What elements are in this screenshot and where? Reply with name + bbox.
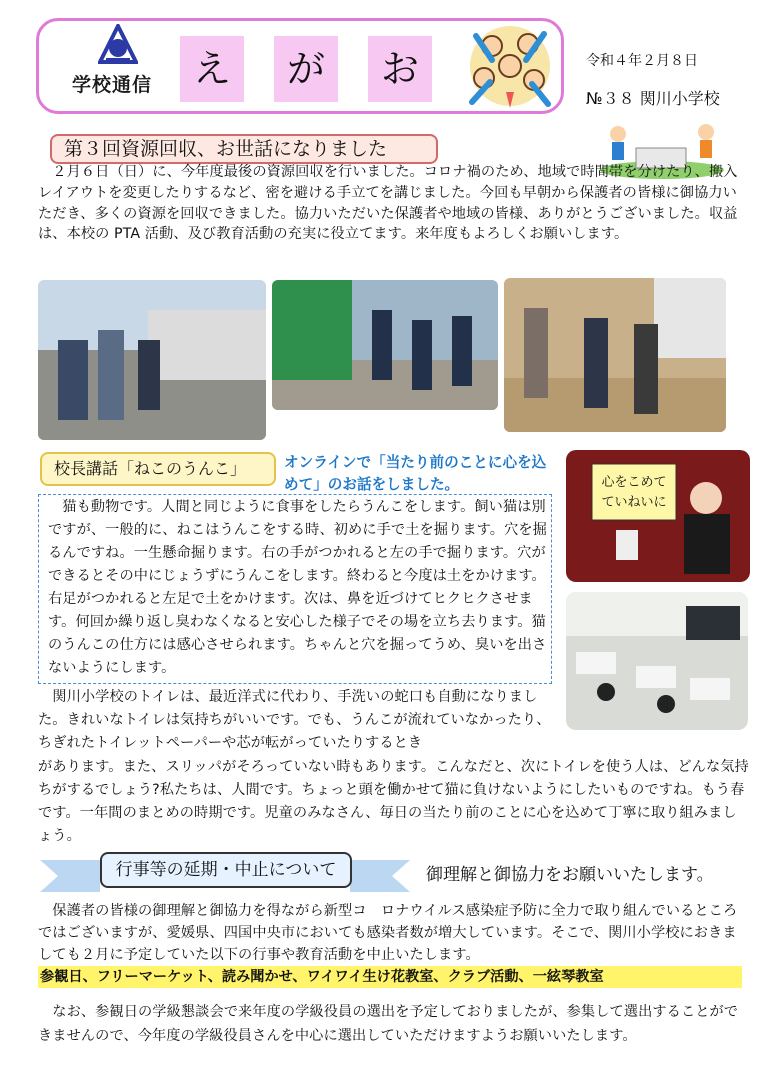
online-talk-note: オンラインで「当たり前のことに心を込めて」のお話をしました。 <box>284 454 547 493</box>
smiling-kids-illustration <box>462 20 558 112</box>
title-char-ga: が <box>274 36 338 102</box>
issue-number: №３８ 関川小学校 <box>586 89 720 108</box>
section-title-principal-talk: 校長講話「ねこのうんこ」 <box>40 452 276 486</box>
toilet-paragraph-cont: があります。また、スリッパがそろっていない時もあります。こんなだと、次にトイレを使う人は、どんな気持ちがするでしょう?私たちは、人間です。ちょっと頭を働かせて猫に負けないようにしたいものですね。もう春です。一年間のまとめの時期です。児童のみなさん、毎日の当たり前のことに心を込めて丁寧に取り組みましょう。 <box>38 759 749 844</box>
issue-date: 令和４年２月８日 <box>586 53 698 69</box>
postponement-paragraph: 保護者の皆様の御理解と御協力を得ながら新型コ ロナウイルス感染症予防に全力で取り組んでいるところではございますが、愛媛県、四国中央市においても感染者数が増大しています。そこで、関川小学校におきましても２月に予定していた以下の行事や教育活動を中止いたします。 <box>38 903 738 963</box>
recycling-photo-1 <box>38 280 266 440</box>
cancelled-events-list: 参観日、フリーマーケット、読み聞かせ、ワイワイ生け花教室、クラブ活動、一絃琴教室 <box>40 969 604 985</box>
cat-story-paragraph: 猫も動物です。人間と同じように食事をしたらうんこをします。飼い猫は別ですが、一般的に、ねこはうんこをする時、初めに手で土を掘ります。穴を掘るんですね。一生懸命掘ります。右の手がつかれると左の手で掘ります。穴ができるとその中にじょうずにうんこをします。終わると今度は土をかけます。右足がつかれると左足で土をかけます。次は、鼻を近づけてヒクヒクさせます。何回か繰り返し臭わなくなると安心した様子でその場を立ち去ります。猫のうんこの仕方には感心させられます。ちゃんと穴を掘ってうめ、臭いを出さないようにします。 <box>48 499 547 676</box>
cooperation-note: 御理解と御協力をお願いいたします。 <box>426 865 714 885</box>
section-title-recycling: 第３回資源回収、お世話になりました <box>50 134 438 164</box>
recycling-photo-2 <box>272 280 498 410</box>
toilet-paragraph: 関川小学校のトイレは、最近洋式に代わり、手洗いの蛇口も自動になりました。きれいなトイレは気持ちがいいです。でも、うんこが流れていなかったり、ちぎれたトイレットペーパーや芯が転がっていたりするとき <box>38 689 551 751</box>
recycling-photo-3 <box>504 278 726 432</box>
recycling-paragraph: ２月６日（日）に、今年度最後の資源回収を行いました。コロナ禍のため、地域で時間帯を分けたり、搬入レイアウトを変更したりするなど、密を避ける手立てを講じました。今回も早朝から保護者の皆様に御協力いただき、多くの資源を回収できました。協力いただいた保護者や地域の皆様、ありがとうございました。収益は、本校の PTA 活動、及び教育活動の充実に役立てます。来年度もよろしくお願いします。 <box>38 164 738 243</box>
title-char-o: お <box>368 36 432 102</box>
classroom-photo <box>566 592 748 730</box>
svg-text:ていねいに: ていねいに <box>601 495 667 510</box>
newsletter-label: 学校通信 <box>71 74 152 96</box>
svg-text:心をこめて: 心をこめて <box>601 475 667 490</box>
title-char-e: え <box>180 36 244 102</box>
principal-photo <box>566 450 750 582</box>
section-title-postponement: 行事等の延期・中止について <box>100 852 352 888</box>
closing-paragraph: なお、参観日の学級懇談会で来年度の学級役員の選出を予定しておりましたが、参集して選出することができませんので、今年度の学級役員さんを中心に選出していただけますようお願いいたします。 <box>38 1004 739 1044</box>
school-emblem-icon <box>98 24 138 66</box>
